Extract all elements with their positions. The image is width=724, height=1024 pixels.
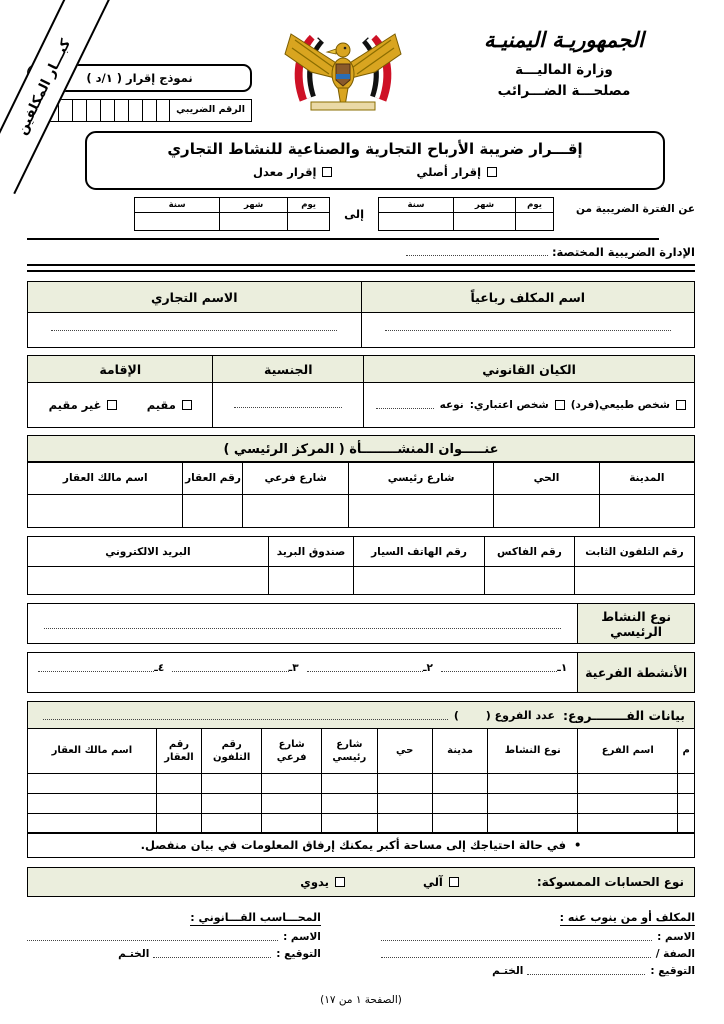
sub-activity-item[interactable] [39,662,165,674]
non-resident-label: غير مقيم [49,398,103,412]
sub-activity-item[interactable] [173,662,299,674]
owner-name-header: اسم مالك العقار [29,462,184,495]
taxpayer-capacity-line [382,948,696,960]
automated-accounts-checkbox[interactable] [450,877,460,887]
tax-number-cell[interactable] [73,100,87,121]
taxpayer-sig-name-field[interactable] [382,933,653,941]
amended-declaration-checkbox[interactable] [323,167,333,177]
tax-number-cell[interactable] [143,100,157,121]
signatures-section [28,906,696,977]
separator-line [28,238,660,240]
branch-district-header: حي [378,728,433,773]
original-declaration-checkbox[interactable] [488,167,498,177]
sub-activity-number: ١ـ [558,661,569,674]
original-declaration-label: إقرار أصلي [417,165,483,179]
establishment-address-title: عنـــــوان المنشــــــــأة ( المركز الرئيسي ) [224,441,500,457]
non-resident-option[interactable] [50,398,119,412]
to-day-header: يوم [289,198,331,213]
double-separator-line [28,264,696,272]
branch-cell[interactable] [489,773,579,793]
branch-cell[interactable] [679,793,696,813]
fax-field[interactable] [485,567,575,595]
branch-cell[interactable] [263,793,323,813]
branch-cell[interactable] [433,813,488,833]
sub-street-header: شارع فرعي [244,462,349,495]
sub-activity-number: ٢ـ [423,661,434,674]
from-month-field[interactable] [455,213,517,231]
taxpayer-signature-title: المكلف أو من ينوب عنه : [560,911,696,925]
residence-header: الإقامة [29,356,214,383]
dotted-field [45,617,561,629]
branch-cell[interactable] [203,793,263,813]
from-year-field[interactable] [380,213,455,231]
branch-cell[interactable] [157,793,202,813]
capacity-label: الصفة / [656,948,696,961]
city-header: المدينة [600,462,695,495]
trade-name-header: الاسم التجاري [29,282,363,313]
main-street-field[interactable] [349,495,494,528]
branch-cell[interactable] [29,773,158,793]
automated-accounts-label: آلي [423,875,444,890]
pobox-header: صندوق البريد [269,537,354,567]
landline-header: رقم التلفون الثابت [575,537,695,567]
branches-count-field[interactable] [44,708,449,720]
district-header: الحي [495,462,600,495]
tax-number-cell[interactable] [129,100,143,121]
branch-cell[interactable] [378,793,433,813]
branch-cell[interactable] [29,813,158,833]
natural-person-label: شخص طبيعي(فرد) [571,399,671,411]
tax-number-cell[interactable] [87,100,101,121]
sub-activity-number: ٣ـ [289,661,300,674]
to-month-header: شهر [221,198,289,213]
nationality-field[interactable] [235,400,343,408]
accountant-name-field[interactable] [28,933,279,941]
tax-period-row [28,197,696,231]
manual-accounts-checkbox[interactable] [336,877,346,887]
stamp-label: الختـم [493,965,525,978]
accountant-signature-line [28,948,322,960]
dotted-field [52,330,338,331]
authority-name: مصلحـــة الضـــرائب [498,82,632,99]
amended-declaration-label: إقرار معدل [254,165,318,179]
accountant-name-line [28,931,322,943]
owner-name-field[interactable] [29,495,184,528]
branch-cell[interactable] [489,813,579,833]
trade-name-field[interactable] [29,313,363,348]
branch-main-street-header: شارع رئيسي [323,728,378,773]
sub-activity-field[interactable] [442,664,558,672]
branch-cell[interactable] [157,773,202,793]
large-taxpayers-banner-label: كبـــار المكلفين [14,36,76,138]
form-number-box: نموذج إقرار ( ١/د ) [28,64,253,92]
period-to-table [135,197,331,231]
tax-administration-label: الإدارة الضريبية المختصة: [552,245,696,259]
from-year-header: سنة [380,198,455,213]
dotted-field [386,330,672,331]
branch-building-header: رقم العقار [157,728,202,773]
residence-cell [29,383,214,428]
building-no-field[interactable] [184,495,244,528]
sub-activity-item[interactable] [308,662,434,674]
country-name: الجمهوريـة اليمنيـة [485,28,645,52]
accountant-signature-field[interactable] [154,950,272,958]
resident-checkbox[interactable] [183,400,193,410]
natural-person-checkbox[interactable] [677,400,687,410]
branch-city-header: مدينة [433,728,488,773]
branches-band-label: بيانات الفــــــــروع: [563,707,686,723]
tax-administration-row [28,245,696,259]
branch-row [29,813,696,833]
period-from-label: عن الفترة الضريبية من [577,203,696,215]
original-declaration-option[interactable] [417,165,498,179]
legal-entity-header: الكيان القانوني [365,356,696,383]
branch-cell[interactable] [378,773,433,793]
establishment-address-band [28,435,696,463]
main-activity-table [28,603,696,644]
branch-sub-street-header: شارع فرعي [263,728,323,773]
email-header: البريد الالكتروني [29,537,270,567]
automated-accounts-option[interactable] [424,875,460,889]
main-activity-label: نوع النشاط الرئيسي [579,604,696,644]
branches-count-label: عدد الفروع ( ) [454,708,556,722]
sub-activity-number: ٤ـ [155,661,166,674]
nationality-cell[interactable] [214,383,365,428]
branch-cell[interactable] [323,773,378,793]
branch-no-header: م [679,728,696,773]
corporate-type-field[interactable] [377,401,435,409]
to-year-field[interactable] [136,213,221,231]
from-day-field[interactable] [517,213,555,231]
form-title: إقـــرار ضريبة الأرباح التجارية والصناعية للنشاط التجاري [168,140,584,158]
taxpayer-capacity-field[interactable] [382,950,652,958]
form-header [28,0,696,122]
to-month-field[interactable] [221,213,289,231]
taxpayer-name-header: اسم المكلف رباعياً [362,282,696,313]
from-day-header: يوم [517,198,555,213]
tax-number-cell[interactable] [101,100,115,121]
sub-street-field[interactable] [244,495,349,528]
branch-activity-header: نوع النشاط [489,728,579,773]
emblem-block [269,24,419,120]
accounts-type-band [28,867,696,897]
branch-cell[interactable] [679,773,696,793]
legal-entity-table [28,355,696,428]
stamp-label: الختـم [119,948,151,961]
taxpayer-signature-field[interactable] [528,967,646,975]
branch-cell[interactable] [579,793,679,813]
corporate-type-label: نوعه [440,399,465,411]
branch-cell[interactable] [157,813,202,833]
taxpayer-name-line [382,931,696,943]
contact-table [28,536,696,595]
branch-cell[interactable] [433,793,488,813]
note-bullet: • [575,838,583,853]
manual-accounts-label: يدوي [301,875,330,890]
to-year-header: سنة [136,198,221,213]
names-table [28,281,696,348]
address-table [28,461,696,528]
resident-label: مقيم [147,398,177,412]
accountant-signature-title: المحـــاسب القـــانوني : [191,911,322,925]
signature-label: التوقيع : [651,965,696,978]
branches-band [28,701,696,729]
branch-cell[interactable] [433,773,488,793]
to-day-field[interactable] [289,213,331,231]
branch-cell[interactable] [489,793,579,813]
taxpayer-name-field[interactable] [362,313,696,348]
branches-table [28,728,696,834]
main-street-header: شارع رئيسي [349,462,494,495]
branch-owner-header: اسم مالك العقار [29,728,158,773]
sub-activities-cell [29,653,579,693]
branch-cell[interactable] [203,813,263,833]
form-title-box [86,131,666,190]
city-field[interactable] [600,495,695,528]
ministry-name: وزارة الماليـــة [516,62,614,78]
sub-activity-field[interactable] [173,664,289,672]
district-field[interactable] [495,495,600,528]
taxpayer-signature-line [382,965,696,977]
yemen-emblem-icon [278,24,410,116]
signature-label: التوقيع : [277,948,322,961]
pobox-field[interactable] [269,567,354,595]
tax-administration-field[interactable] [407,247,549,256]
tax-number-label: الرقم الضريبي [177,104,246,115]
tax-number-cell[interactable] [115,100,129,121]
accounts-type-label: نوع الحسابات الممسوكة: [537,875,685,890]
branch-cell[interactable] [203,773,263,793]
branch-cell[interactable] [579,773,679,793]
branch-cell[interactable] [323,793,378,813]
page-number: (الصفحة ١ من ١٧) [321,994,403,1007]
branch-row [29,793,696,813]
from-month-header: شهر [455,198,517,213]
corporate-person-label: شخص اعتباري: [470,399,550,411]
sub-activities-table [28,652,696,693]
accountant-signature-block [28,906,322,977]
sub-activity-field[interactable] [39,664,155,672]
amended-declaration-option[interactable] [254,165,333,179]
branch-cell[interactable] [263,773,323,793]
fax-header: رقم الفاكس [485,537,575,567]
sub-activities-label: الأنشطة الفرعية [579,653,696,693]
building-no-header: رقم العقار [184,462,244,495]
non-resident-checkbox[interactable] [108,400,118,410]
period-from-table [379,197,555,231]
legal-entity-cell [365,383,696,428]
header-authority-block [434,24,696,102]
branch-cell[interactable] [29,793,158,813]
branch-phone-header: رقم التلفون [203,728,263,773]
corporate-person-checkbox[interactable] [556,400,566,410]
branch-cell[interactable] [323,813,378,833]
branch-row [29,773,696,793]
resident-option[interactable] [148,398,193,412]
branch-cell[interactable] [679,813,696,833]
declaration-type-row [94,165,658,179]
tax-number-cell[interactable] [59,100,73,121]
note-text: في حالة احتياجك إلى مساحة أكبر يمكنك إرفاق المعلومات في بيان منفصل. [141,838,567,853]
mobile-field[interactable] [355,567,486,595]
sub-activity-field[interactable] [308,664,424,672]
attachment-note [28,832,696,858]
tax-number-row [28,99,253,122]
tax-number-cell[interactable] [157,100,171,121]
branch-cell[interactable] [263,813,323,833]
period-to-label: إلى [345,207,366,221]
branch-cell[interactable] [579,813,679,833]
taxpayer-signature-block [382,906,696,977]
branch-name-header: اسم الفرع [579,728,679,773]
mobile-header: رقم الهاتف السيار [355,537,486,567]
manual-accounts-option[interactable] [301,875,346,889]
landline-field[interactable] [575,567,695,595]
sub-activity-item[interactable] [442,662,568,674]
name-label: الاسم : [284,931,322,944]
main-activity-field[interactable] [29,604,579,644]
branch-cell[interactable] [378,813,433,833]
name-label: الاسم : [658,931,696,944]
email-field[interactable] [29,567,270,595]
nationality-header: الجنسية [214,356,365,383]
form-content [28,0,696,1006]
